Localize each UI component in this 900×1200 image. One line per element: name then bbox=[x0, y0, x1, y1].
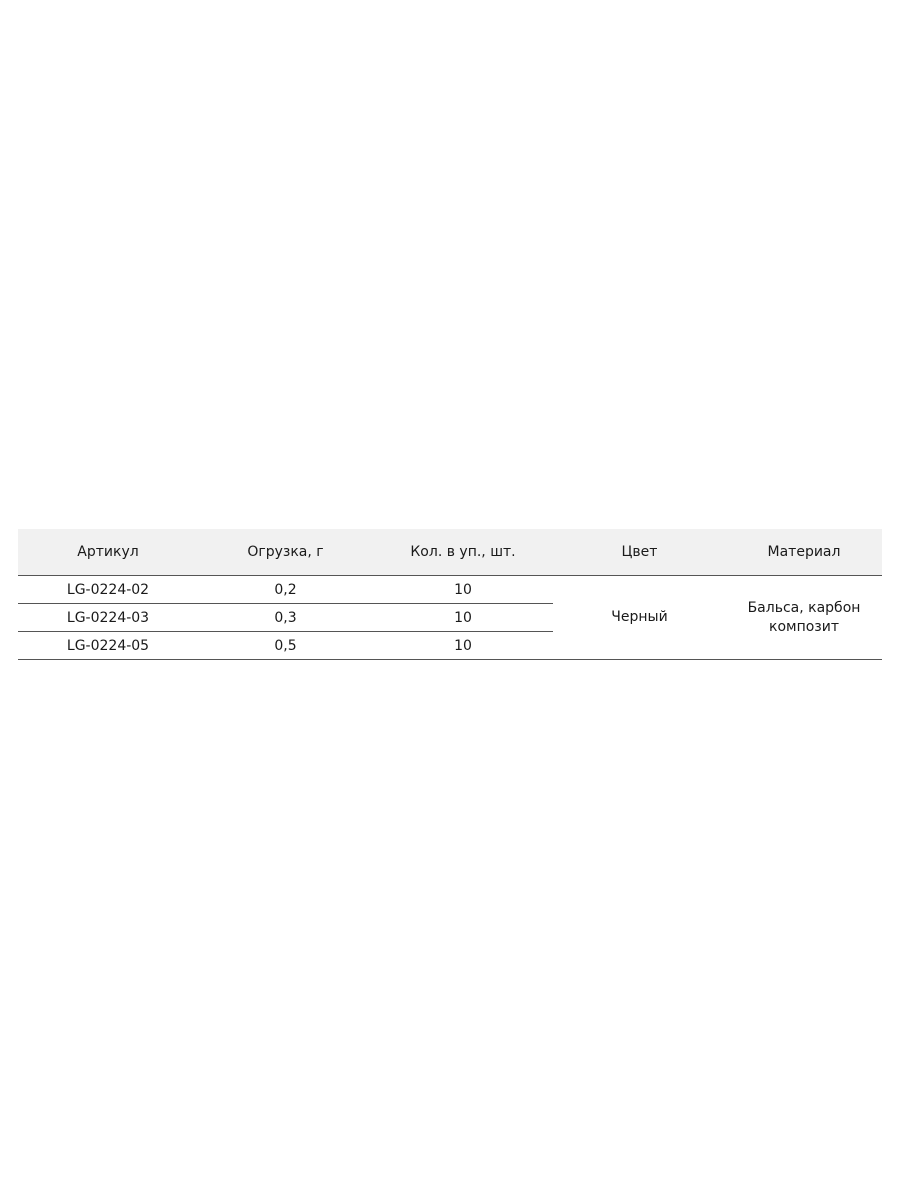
cell-qty: 10 bbox=[373, 576, 553, 604]
header-load: Огрузка, г bbox=[198, 529, 373, 576]
material-line-1: Бальса, карбон bbox=[747, 599, 861, 616]
cell-load: 0,3 bbox=[198, 604, 373, 632]
cell-article: LG-0224-05 bbox=[18, 632, 198, 660]
cell-article: LG-0224-03 bbox=[18, 604, 198, 632]
cell-qty: 10 bbox=[373, 632, 553, 660]
cell-material bbox=[726, 576, 882, 660]
cell-load: 0,2 bbox=[198, 576, 373, 604]
spec-table bbox=[18, 529, 882, 660]
header-color: Цвет bbox=[553, 529, 726, 576]
table-row bbox=[18, 576, 882, 604]
cell-load: 0,5 bbox=[198, 632, 373, 660]
cell-article: LG-0224-02 bbox=[18, 576, 198, 604]
header-material: Материал bbox=[726, 529, 882, 576]
cell-qty: 10 bbox=[373, 604, 553, 632]
material-line-2: композит bbox=[769, 618, 839, 635]
table-body bbox=[18, 576, 882, 660]
table-header bbox=[18, 529, 882, 576]
header-row bbox=[18, 529, 882, 576]
header-article: Артикул bbox=[18, 529, 198, 576]
header-qty: Кол. в уп., шт. bbox=[373, 529, 553, 576]
cell-color: Черный bbox=[553, 576, 726, 660]
